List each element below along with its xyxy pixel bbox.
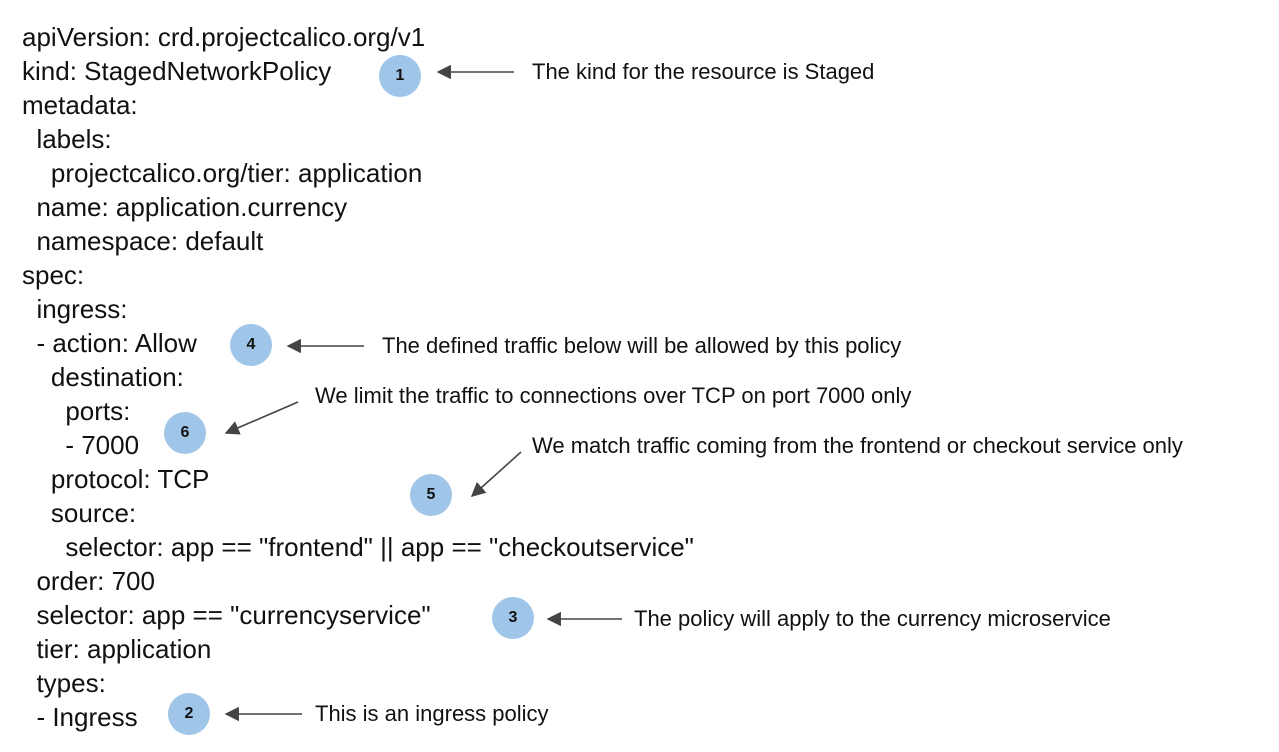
- yaml-line-ingress: ingress:: [22, 294, 128, 324]
- badge-1: 1: [379, 55, 421, 97]
- yaml-line-ingress-type: - Ingress: [22, 702, 138, 732]
- yaml-line-namespace: namespace: default: [22, 226, 264, 256]
- yaml-line-spec: spec:: [22, 260, 85, 290]
- annotation-selector: The policy will apply to the currency microservice: [634, 606, 1111, 631]
- badge-3: 3: [492, 597, 534, 639]
- annotation-source: We match traffic coming from the frontend or checkout service only: [532, 433, 1183, 458]
- yaml-line-apiversion: apiVersion: crd.projectcalico.org/v1: [22, 22, 426, 52]
- yaml-line-name: name: application.currency: [22, 192, 348, 222]
- yaml-line-action: - action: Allow: [22, 328, 197, 358]
- annotation-ports: We limit the traffic to connections over TCP on port 7000 only: [315, 383, 912, 408]
- yaml-line-kind: kind: StagedNetworkPolicy: [22, 56, 332, 86]
- yaml-line-labels: labels:: [22, 124, 112, 154]
- badge-5: 5: [410, 474, 452, 516]
- arrow-source: [472, 452, 521, 496]
- yaml-line-types: types:: [22, 668, 106, 698]
- yaml-line-selector: selector: app == "currencyservice": [22, 600, 431, 630]
- yaml-line-tier-label: projectcalico.org/tier: application: [22, 158, 423, 188]
- annotation-kind: The kind for the resource is Staged: [532, 59, 875, 84]
- badge-4: 4: [230, 324, 272, 366]
- annotation-types: This is an ingress policy: [315, 701, 549, 726]
- yaml-line-order: order: 700: [22, 566, 155, 596]
- yaml-line-source-selector: selector: app == "frontend" || app == "checkoutservice": [22, 532, 694, 562]
- yaml-line-metadata: metadata:: [22, 90, 138, 120]
- yaml-line-port-value: - 7000: [22, 430, 140, 460]
- yaml-line-destination: destination:: [22, 362, 184, 392]
- yaml-line-tier: tier: application: [22, 634, 212, 664]
- badge-2: 2: [168, 693, 210, 735]
- yaml-line-source: source:: [22, 498, 137, 528]
- arrow-ports: [226, 402, 298, 433]
- yaml-line-protocol: protocol: TCP: [22, 464, 210, 494]
- yaml-line-ports: ports:: [22, 396, 131, 426]
- annotation-action: The defined traffic below will be allowed by this policy: [382, 333, 902, 358]
- badge-6: 6: [164, 412, 206, 454]
